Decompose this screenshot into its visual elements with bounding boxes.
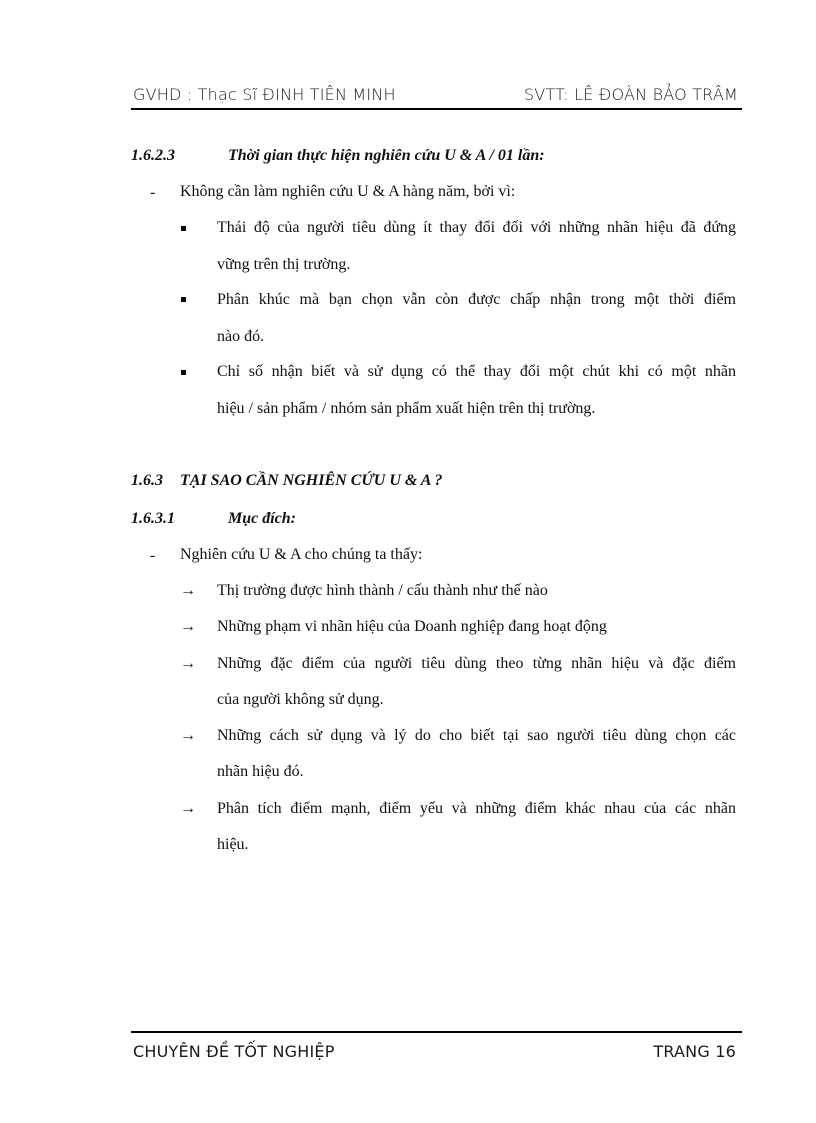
arrow-item-5-line-1: Phân tích điểm mạnh, điểm yếu và những điểm khác nhau của các nhãn	[217, 800, 736, 817]
arrow-item-3-line-1: Những đặc điểm của người tiêu dùng theo từng nhãn hiệu và đặc điểm	[217, 655, 736, 672]
arrow-item-4-line-1: Những cách sử dụng và lý do cho biết tại sao người tiêu dùng chọn các	[217, 727, 736, 744]
dash-marker: -	[150, 547, 156, 564]
bullet-square-icon	[181, 297, 186, 302]
page-header	[131, 82, 742, 108]
bullet-2-line-1: Phân khúc mà bạn chọn vẫn còn được chấp nhận trong một thời điểm	[217, 291, 736, 308]
arrow-item-2-line-1: Những phạm vi nhãn hiệu của Doanh nghiệp đang hoạt động	[217, 618, 607, 635]
bullet-2-line-2: nào đó.	[217, 328, 265, 345]
arrow-item-5-line-2: hiệu.	[217, 836, 249, 853]
bullet-3-line-1: Chỉ số nhận biết và sử dụng có thể thay đổi một chút khi có một nhãn	[217, 363, 736, 380]
bullet-square-icon	[181, 370, 186, 375]
section-163-title: TẠI SAO CẦN NGHIÊN CỨU U & A ?	[180, 472, 443, 489]
bullet-square-icon	[181, 226, 186, 231]
dash-item-1623: Không cần làm nghiên cứu U & A hàng năm, bởi vì:	[180, 183, 516, 200]
dash-item-1631: Nghiên cứu U & A cho chúng ta thấy:	[180, 546, 423, 563]
arrow-item-3-line-2: của người không sử dụng.	[217, 691, 384, 708]
page-number: TRANG 16	[653, 1042, 736, 1061]
bullet-3-line-2: hiệu / sản phẩm / nhóm sản phẩm xuất hiện trên thị trường.	[217, 400, 596, 417]
page-footer	[131, 1040, 742, 1066]
arrow-right-icon: →	[180, 618, 196, 635]
arrow-right-icon: →	[180, 800, 196, 817]
section-1631-number: 1.6.3.1	[131, 510, 175, 527]
bullet-1-line-1: Thái độ của người tiêu dùng ít thay đổi đối với những nhãn hiệu đã đứng	[217, 219, 736, 236]
footer-rule	[131, 1031, 742, 1033]
dash-marker: -	[150, 184, 156, 201]
footer-title: CHUYÊN ĐỀ TỐT NGHIỆP	[133, 1042, 335, 1061]
bullet-1-line-2: vững trên thị trường.	[217, 256, 351, 273]
header-advisor: GVHD : Thạc Sĩ ĐINH TIÊN MINH	[133, 85, 396, 104]
section-1623-title: Thời gian thực hiện nghiên cứu U & A / 01 lần:	[228, 147, 545, 164]
header-rule	[131, 108, 742, 110]
section-1623-number: 1.6.2.3	[131, 147, 175, 164]
section-163-number: 1.6.3	[131, 472, 163, 489]
arrow-right-icon: →	[180, 582, 196, 599]
section-1631-title: Mục đích:	[228, 510, 296, 527]
arrow-right-icon: →	[180, 727, 196, 744]
arrow-item-1-line-1: Thị trường được hình thành / cấu thành như thế nào	[217, 582, 548, 599]
arrow-item-4-line-2: nhãn hiệu đó.	[217, 763, 304, 780]
arrow-right-icon: →	[180, 655, 196, 672]
header-student: SVTT: LÊ ĐOÀN BẢO TRÂM	[523, 85, 738, 104]
